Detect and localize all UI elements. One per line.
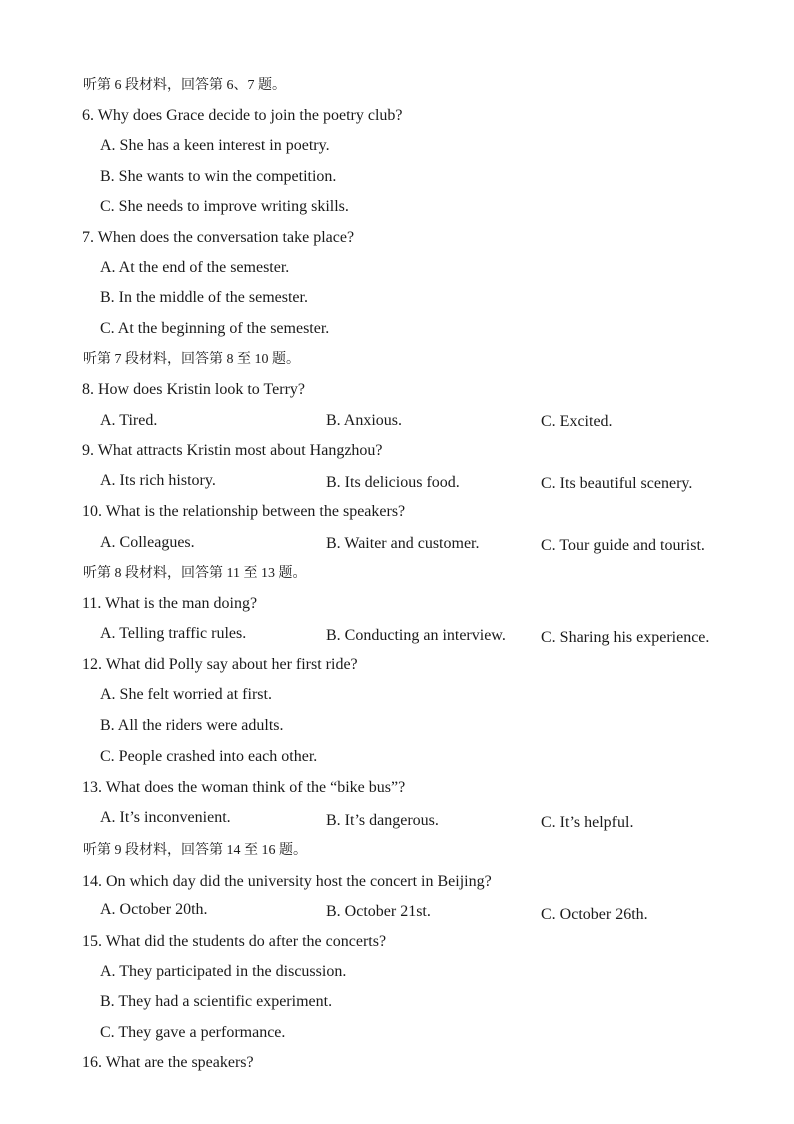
section-header-7: 听第 7 段材料，回答第 8 至 10 题。 bbox=[83, 352, 300, 367]
option-11c: C. Sharing his experience. bbox=[541, 629, 710, 646]
question-6: 6. Why does Grace decide to join the poetry club? bbox=[82, 107, 403, 124]
option-9c: C. Its beautiful scenery. bbox=[541, 475, 693, 492]
question-10: 10. What is the relationship between the speakers? bbox=[82, 503, 406, 520]
option-11a: A. Telling traffic rules. bbox=[100, 625, 247, 642]
question-11: 11. What is the man doing? bbox=[82, 595, 258, 612]
option-10c: C. Tour guide and tourist. bbox=[541, 537, 705, 554]
question-16: 16. What are the speakers? bbox=[82, 1054, 254, 1071]
option-7c: C. At the beginning of the semester. bbox=[100, 320, 330, 337]
section-header-6: 听第 6 段材料，回答第 6、7 题。 bbox=[83, 78, 286, 93]
option-12b: B. All the riders were adults. bbox=[100, 717, 284, 734]
option-10a: A. Colleagues. bbox=[100, 534, 195, 551]
option-10b: B. Waiter and customer. bbox=[326, 535, 480, 552]
section-header-9: 听第 9 段材料，回答第 14 至 16 题。 bbox=[83, 843, 307, 858]
option-7a: A. At the end of the semester. bbox=[100, 259, 290, 276]
option-7b: B. In the middle of the semester. bbox=[100, 289, 308, 306]
option-15c: C. They gave a performance. bbox=[100, 1024, 286, 1041]
option-14c: C. October 26th. bbox=[541, 906, 648, 923]
option-13a: A. It’s inconvenient. bbox=[100, 809, 231, 826]
option-9b: B. Its delicious food. bbox=[326, 474, 460, 491]
question-9: 9. What attracts Kristin most about Hangzhou? bbox=[82, 442, 383, 459]
question-14: 14. On which day did the university host the concert in Beijing? bbox=[82, 873, 492, 890]
option-11b: B. Conducting an interview. bbox=[326, 627, 506, 644]
option-12a: A. She felt worried at first. bbox=[100, 686, 272, 703]
question-12: 12. What did Polly say about her first ride? bbox=[82, 656, 358, 673]
question-15: 15. What did the students do after the concerts? bbox=[82, 933, 387, 950]
option-12c: C. People crashed into each other. bbox=[100, 748, 318, 765]
option-8b: B. Anxious. bbox=[326, 412, 403, 429]
question-8: 8. How does Kristin look to Terry? bbox=[82, 381, 305, 398]
option-9a: A. Its rich history. bbox=[100, 472, 216, 489]
section-header-8: 听第 8 段材料，回答第 11 至 13 题。 bbox=[83, 566, 307, 581]
option-13b: B. It’s dangerous. bbox=[326, 812, 439, 829]
option-8a: A. Tired. bbox=[100, 412, 158, 429]
option-14a: A. October 20th. bbox=[100, 901, 208, 918]
option-13c: C. It’s helpful. bbox=[541, 814, 634, 831]
option-6a: A. She has a keen interest in poetry. bbox=[100, 137, 330, 154]
option-6b: B. She wants to win the competition. bbox=[100, 168, 337, 185]
option-14b: B. October 21st. bbox=[326, 903, 431, 920]
question-7: 7. When does the conversation take place? bbox=[82, 229, 355, 246]
option-15a: A. They participated in the discussion. bbox=[100, 963, 347, 980]
option-15b: B. They had a scientific experiment. bbox=[100, 993, 333, 1010]
option-8c: C. Excited. bbox=[541, 413, 613, 430]
question-13: 13. What does the woman think of the “bike bus”? bbox=[82, 779, 406, 796]
option-6c: C. She needs to improve writing skills. bbox=[100, 198, 349, 215]
